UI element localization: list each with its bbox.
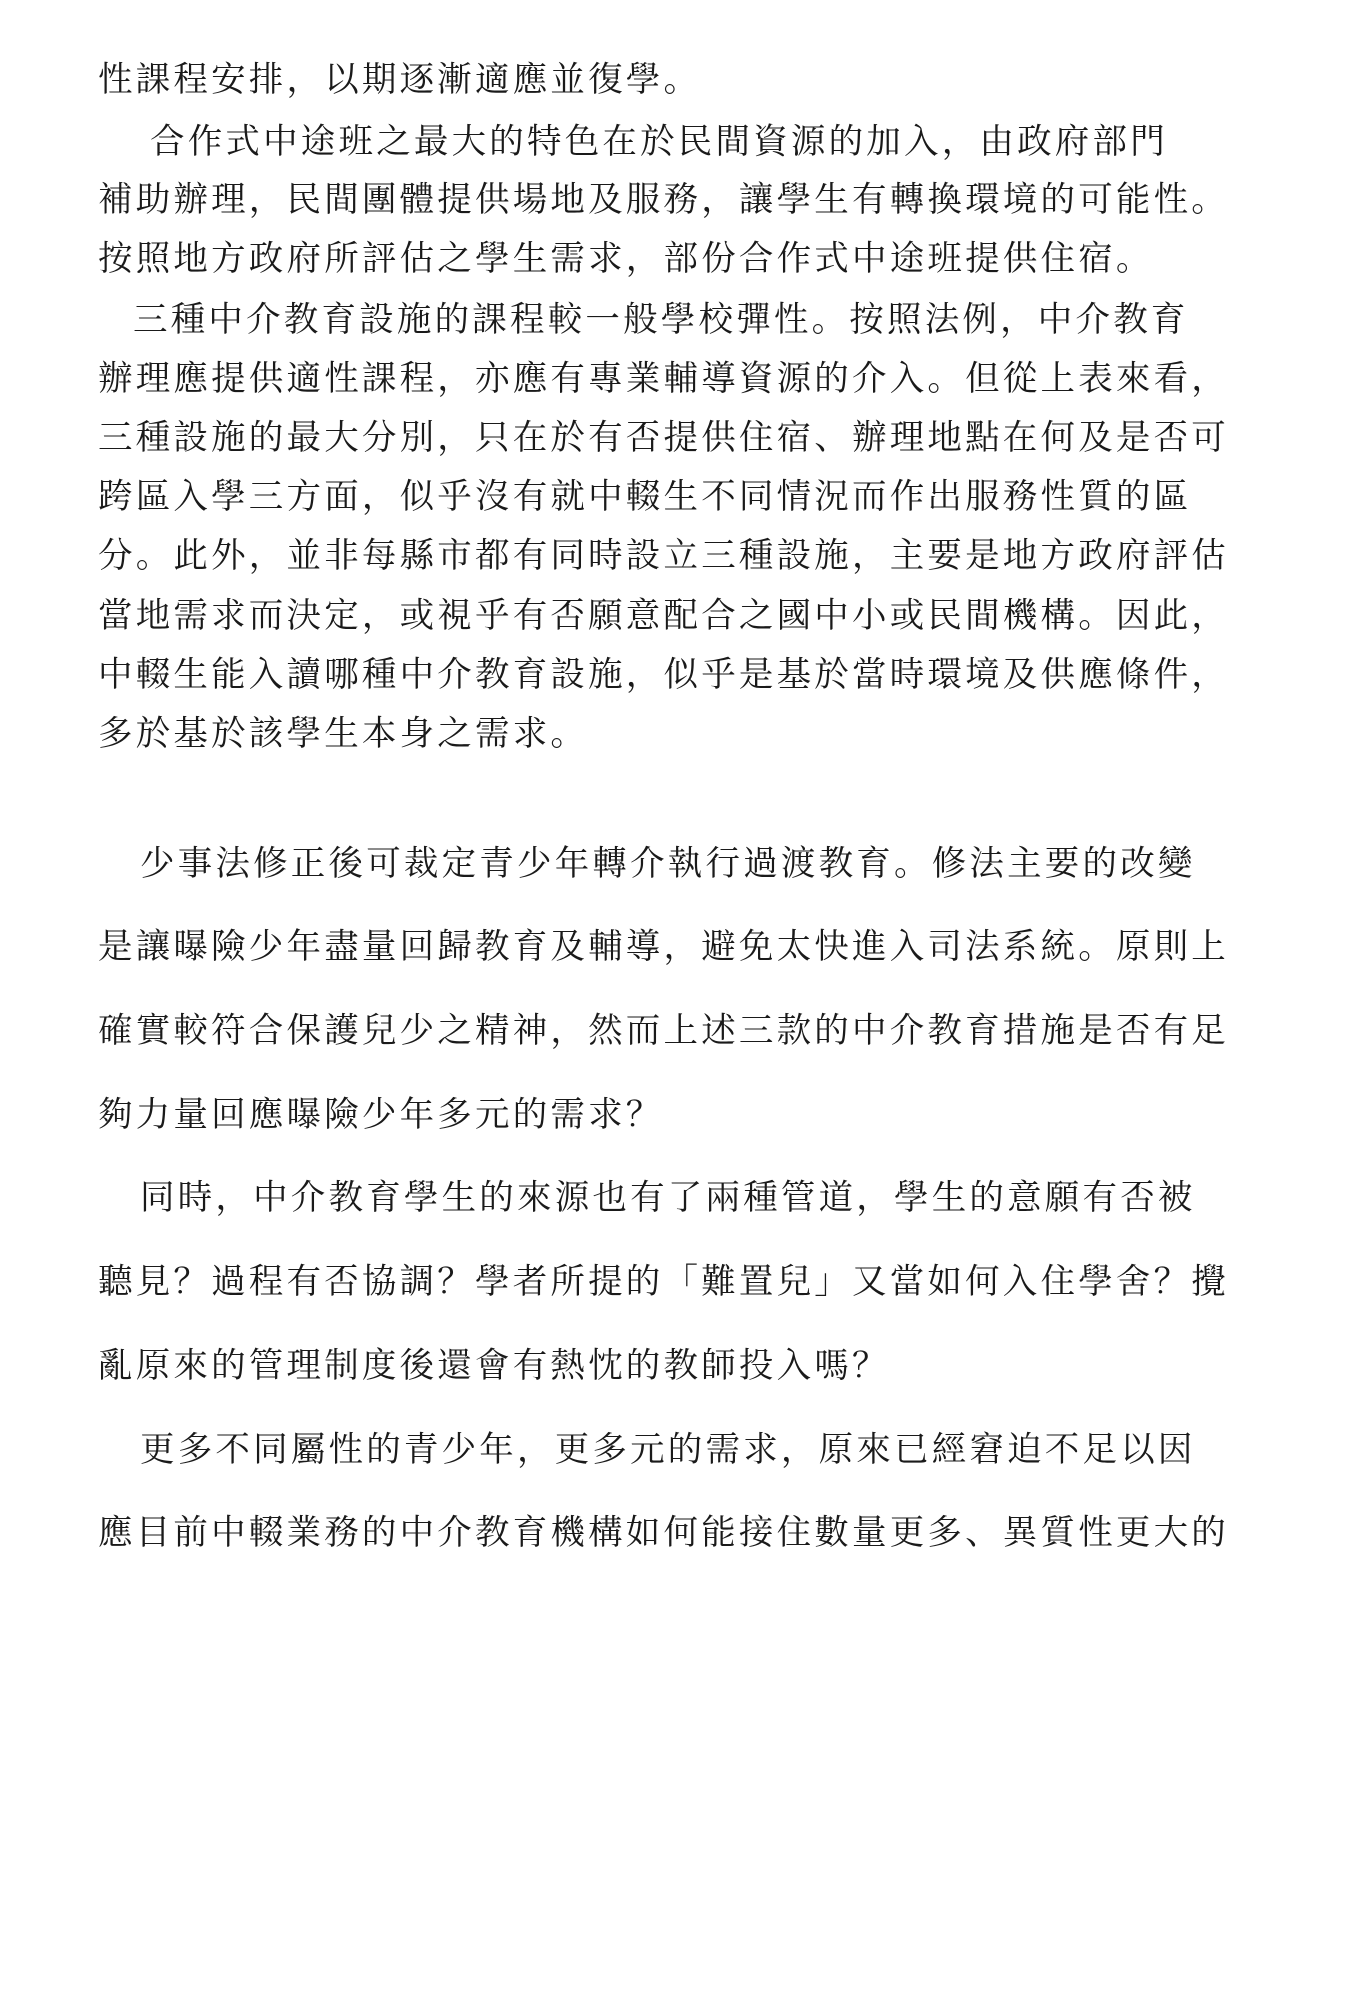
text-line: 夠力量回應曝險少年多元的需求？ [98, 1095, 664, 1135]
text-line: 同時，中介教育學生的來源也有了兩種管道，學生的意願有否被 [140, 1178, 1196, 1218]
text-line: 辦理應提供適性課程，亦應有專業輔導資源的介入。但從上表來看， [98, 359, 1229, 399]
text-line: 中輟生能入讀哪種中介教育設施，似乎是基於當時環境及供應條件， [98, 655, 1229, 695]
text-line: 是讓曝險少年盡量回歸教育及輔導，避免太快進入司法系統。原則上 [98, 927, 1229, 967]
text-line: 合作式中途班之最大的特色在於民間資源的加入，由政府部門 [150, 122, 1168, 162]
text-line: 分。此外，並非每縣市都有同時設立三種設施，主要是地方政府評估 [98, 536, 1229, 576]
text-line: 更多不同屬性的青少年，更多元的需求，原來已經窘迫不足以因 [140, 1430, 1196, 1470]
text-line: 亂原來的管理制度後還會有熱忱的教師投入嗎？ [98, 1346, 890, 1386]
text-line: 確實較符合保護兒少之精神，然而上述三款的中介教育措施是否有足 [98, 1011, 1229, 1051]
text-line: 應目前中輟業務的中介教育機構如何能接住數量更多、異質性更大的 [98, 1513, 1229, 1553]
text-line: 補助辦理，民間團體提供場地及服務，讓學生有轉換環境的可能性。 [98, 180, 1229, 220]
text-line: 跨區入學三方面，似乎沒有就中輟生不同情況而作出服務性質的區 [98, 477, 1192, 517]
text-line: 聽見？過程有否協調？學者所提的「難置兒」又當如何入住學舍？攪 [98, 1262, 1229, 1302]
text-line: 多於基於該學生本身之需求。 [98, 714, 589, 754]
text-line: 少事法修正後可裁定青少年轉介執行過渡教育。修法主要的改變 [140, 844, 1196, 884]
text-line: 三種設施的最大分別，只在於有否提供住宿、辦理地點在何及是否可 [98, 418, 1229, 458]
text-line: 當地需求而決定，或視乎有否願意配合之國中小或民間機構。因此， [98, 596, 1229, 636]
text-line: 性課程安排，以期逐漸適應並復學。 [98, 60, 702, 100]
text-line: 按照地方政府所評估之學生需求，部份合作式中途班提供住宿。 [98, 239, 1154, 279]
text-line: 三種中介教育設施的課程較一般學校彈性。按照法例，中介教育 [133, 300, 1189, 340]
